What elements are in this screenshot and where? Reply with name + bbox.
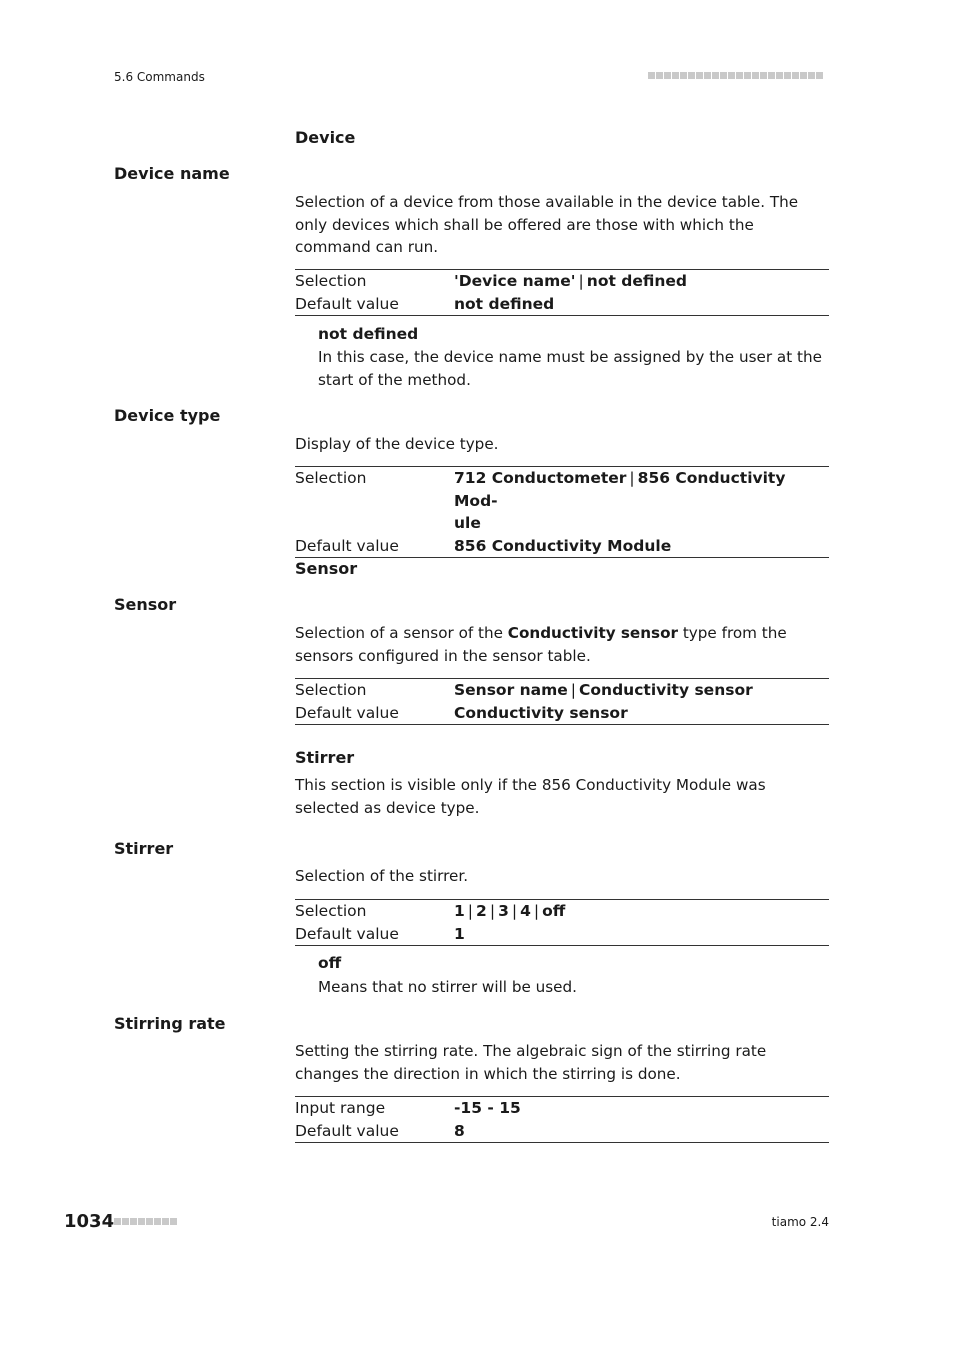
- stirrer-table: [295, 899, 829, 946]
- stirrer-section-note: This section is visible only if the 856 Conductivity Module was selected as device type.: [295, 776, 766, 817]
- table-row: [295, 900, 829, 923]
- stirring-rate-description: Setting the stirring rate. The algebraic sign of the stirring rate changes the direction in which the stirring is done.: [295, 1042, 767, 1083]
- table-row: [295, 923, 829, 946]
- footer-decoration: [114, 1218, 177, 1226]
- stirring-rate-table: [295, 1096, 829, 1143]
- table-row: [295, 535, 829, 558]
- table-key: Default value: [295, 924, 399, 943]
- table-key: Default value: [295, 703, 399, 722]
- note-heading: off: [318, 954, 342, 972]
- note-body: In this case, the device name must be assigned by the user at the start of the method.: [318, 348, 822, 389]
- table-key: Default value: [295, 294, 399, 313]
- table-row: [295, 702, 829, 725]
- running-header-section: 5.6 Commands: [114, 70, 205, 84]
- header-decoration: [648, 72, 829, 80]
- section-title-device: Device: [295, 128, 356, 147]
- table-key: Input range: [295, 1099, 386, 1117]
- table-key: Selection: [295, 902, 367, 920]
- table-value: 'Device name' | not defined: [454, 272, 688, 290]
- table-key: Default value: [295, 536, 399, 555]
- sensor-table: [295, 678, 829, 725]
- stirrer-description: Selection of the stirrer.: [295, 867, 469, 885]
- table-row: [295, 679, 829, 702]
- param-title-stirring-rate: Stirring rate: [114, 1014, 226, 1033]
- table-value: 1: [454, 924, 465, 943]
- product-name: tiamo 2.4: [771, 1215, 829, 1229]
- section-title-stirrer: Stirrer: [295, 748, 355, 767]
- param-title-device-name: Device name: [114, 164, 230, 183]
- param-title-sensor: Sensor: [114, 595, 177, 614]
- device-name-description: Selection of a device from those available in the device table. The only devices which shall be offered are those with which the command can run.: [295, 193, 799, 256]
- table-value: 712 Conductometer | 856 Conductivity Mod- ule: [454, 469, 786, 532]
- table-value: Sensor name | Conductivity sensor: [454, 681, 753, 699]
- table-row: [295, 293, 829, 316]
- note-heading: not defined: [318, 325, 419, 343]
- section-title-sensor: Sensor: [295, 559, 358, 578]
- note-body: Means that no stirrer will be used.: [318, 978, 577, 996]
- table-value: -15 - 15: [454, 1099, 521, 1117]
- device-type-table: [295, 466, 829, 558]
- table-value: 1 | 2 | 3 | 4 | off: [454, 902, 566, 920]
- table-row: [295, 467, 829, 535]
- device-name-table: [295, 269, 829, 316]
- param-title-stirrer: Stirrer: [114, 839, 174, 858]
- table-row: [295, 1097, 829, 1120]
- table-row: [295, 1120, 829, 1143]
- page-number: 1034: [64, 1211, 115, 1232]
- device-type-description: Display of the device type.: [295, 435, 499, 453]
- table-value: not defined: [454, 294, 555, 313]
- table-value: 8: [454, 1121, 465, 1140]
- param-title-device-type: Device type: [114, 406, 221, 425]
- sensor-description: Selection of a sensor of the Conductivity sensor type from the sensors configured in the sensor table.: [295, 624, 787, 665]
- table-key: Selection: [295, 272, 367, 290]
- table-key: Selection: [295, 681, 367, 699]
- table-row: [295, 270, 829, 293]
- table-value: Conductivity sensor: [454, 703, 628, 722]
- table-key: Selection: [295, 469, 367, 487]
- table-key: Default value: [295, 1121, 399, 1140]
- table-value: 856 Conductivity Module: [454, 536, 672, 555]
